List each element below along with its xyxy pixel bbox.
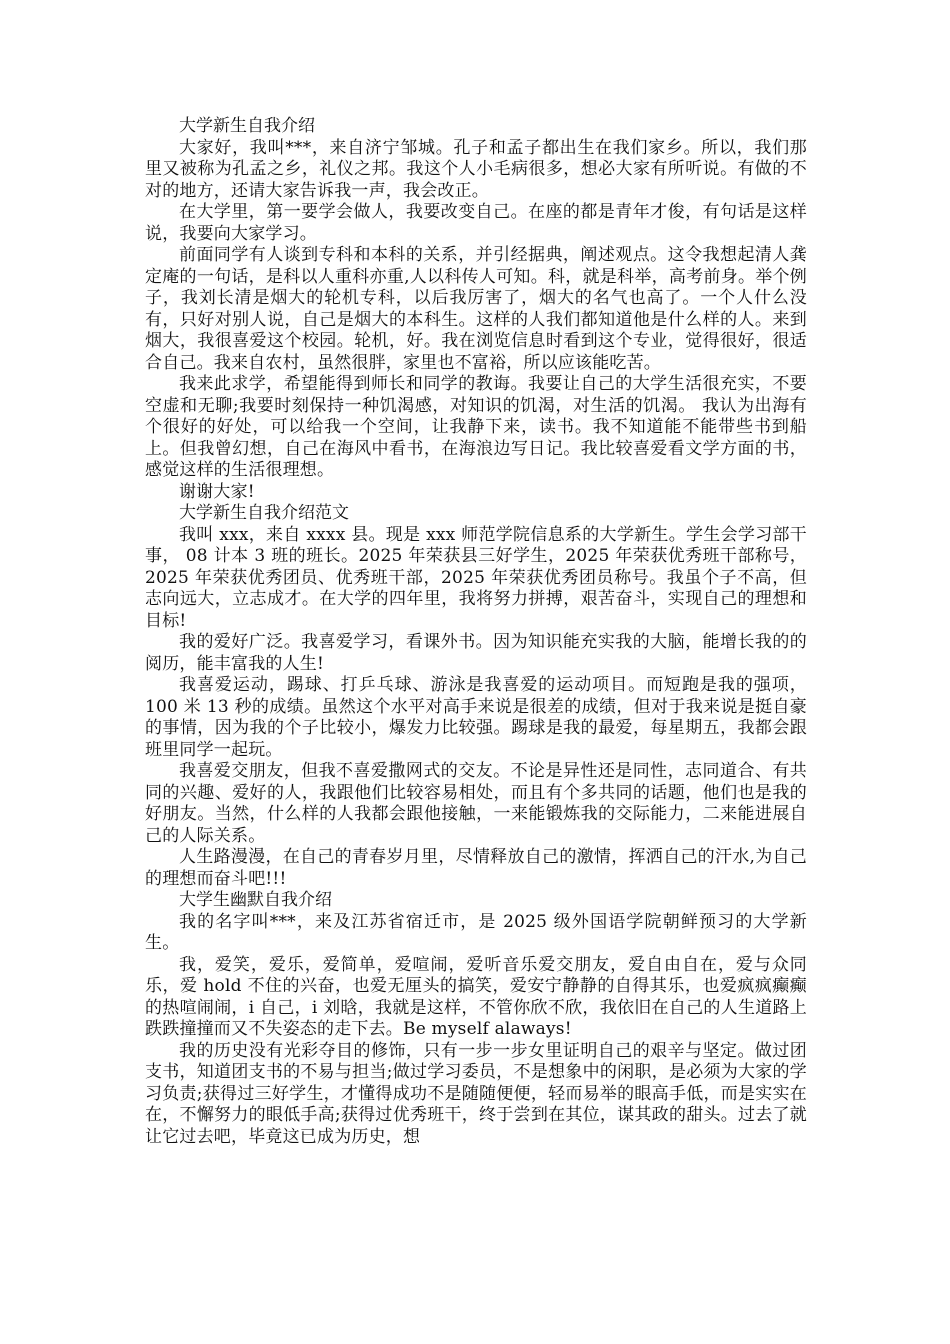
paragraph: 我的爱好广泛。我喜爱学习，看课外书。因为知识能充实我的大脑，能增长我的的阅历，能丰富我的人生! (145, 632, 807, 674)
paragraph: 在大学里，第一要学会做人，我要改变自己。在座的都是青年才俊，有句话是这样说，我要向大家学习。 (145, 202, 807, 244)
paragraph: 我叫 xxx，来自 xxxx 县。现是 xxx 师范学院信息系的大学新生。学生会学习部干事， 08 计本 3 班的班长。2025 年荣获县三好学生，2025 年荣获优秀班干部称号，2025 年荣获优秀团员、优秀班干部，2025 年荣获优秀团员称号。我虽个子不高，但志向远大，立志成才。在大学的四年里，我将努力拼搏，艰苦奋斗，实现自己的理想和目标! (145, 524, 807, 631)
paragraph: 我来此求学，希望能得到师长和同学的教诲。我要让自己的大学生活很充实，不要空虚和无聊;我要时刻保持一种饥渴感，对知识的饥渴，对生活的饥渴。 我认为出海有个很好的好处，可以给我一个空间，让我静下来，读书。我不知道能不能带些书到船上。但我曾幻想，自己在海风中看书，在海浪边写日记。我比较喜爱看文学方面的书，感觉这样的生活很理想。 (145, 374, 807, 480)
document-body (145, 116, 807, 1148)
paragraph: 我的名字叫***，来及江苏省宿迁市，是 2025 级外国语学院朝鲜预习的大学新生。 (145, 911, 807, 953)
paragraph: 谢谢大家! (179, 481, 255, 502)
paragraph: 我，爱笑，爱乐，爱简单，爱喧闹，爱听音乐爱交朋友，爱自由自在，爱与众同乐，爱 hold 不住的兴奋，也爱无厘头的搞笑，爱安宁静静的自得其乐，也爱疯疯癫癫的热喧闹闹，i 自己，i 刘晗，我就是这样，不管你欣不欣，我依旧在自己的人生道路上跌跌撞撞而又不失姿态的走下去。Be myself alaways! (145, 954, 807, 1039)
paragraph: 我喜爱交朋友，但我不喜爱撒网式的交友。不论是异性还是同性，志同道合、有共同的兴趣、爱好的人，我跟他们比较容易相处，而且有个多共同的话题，他们也是我的好朋友。当然，什么样的人我都会跟他接触，一来能锻炼我的交际能力，二来能进展自己的人际关系。 (145, 761, 807, 846)
section-title: 大学生幽默自我介绍 (179, 890, 332, 910)
paragraph: 我的历史没有光彩夺目的修饰，只有一步一步女里证明自己的艰辛与坚定。做过团支书，知道团支书的不易与担当;做过学习委员，不是想象中的闲职，是必须为大家的学习负责;获得过三好学生，才懂得成功不是随随便便，轻而易举的眼高手低，而是实实在在，不懈努力的眼低手高;获得过优秀班干，终于尝到在其位，谋其政的甜头。过去了就让它过去吧，毕竟这已成为历史，想 (145, 1040, 807, 1147)
paragraph: 人生路漫漫，在自己的青春岁月里，尽情释放自己的激情，挥洒自己的汗水,为自己的理想而奋斗吧!!! (145, 847, 807, 889)
section-title: 大学新生自我介绍范文 (179, 503, 349, 523)
paragraph: 大家好，我叫***，来自济宁邹城。孔子和孟子都出生在我们家乡。所以，我们那里又被称为孔孟之乡，礼仪之邦。我这个人小毛病很多，想必大家有所听说。有做的不对的地方，还请大家告诉我一声，我会改正。 (145, 137, 807, 201)
paragraph: 前面同学有人谈到专科和本科的关系，并引经据典，阐述观点。这令我想起清人龚定庵的一句话，是科以人重科亦重,人以科传人可知。科，就是科举，高考前身。举个例子，我刘长清是烟大的轮机专科，以后我厉害了，烟大的名气也高了。一个人什么没有，只好对别人说，自己是烟大的本科生。这样的人我们都知道他是什么样的人。来到烟大，我很喜爱这个校园。轮机，好。我在浏览信息时看到这个专业，觉得很好，很适合自己。我来自农村，虽然很胖，家里也不富裕，所以应该能吃苦。 (145, 245, 807, 373)
paragraph: 我喜爱运动，踢球、打乒乓球、游泳是我喜爱的运动项目。而短跑是我的强项，100 米 13 秒的成绩。虽然这个水平对高手来说是很差的成绩，但对于我来说是挺自豪的事情，因为我的个子比较小，爆发力比较强。踢球是我的最爱，每星期五，我都会跟班里同学一起玩。 (145, 675, 807, 760)
section-title: 大学新生自我介绍 (179, 116, 315, 136)
